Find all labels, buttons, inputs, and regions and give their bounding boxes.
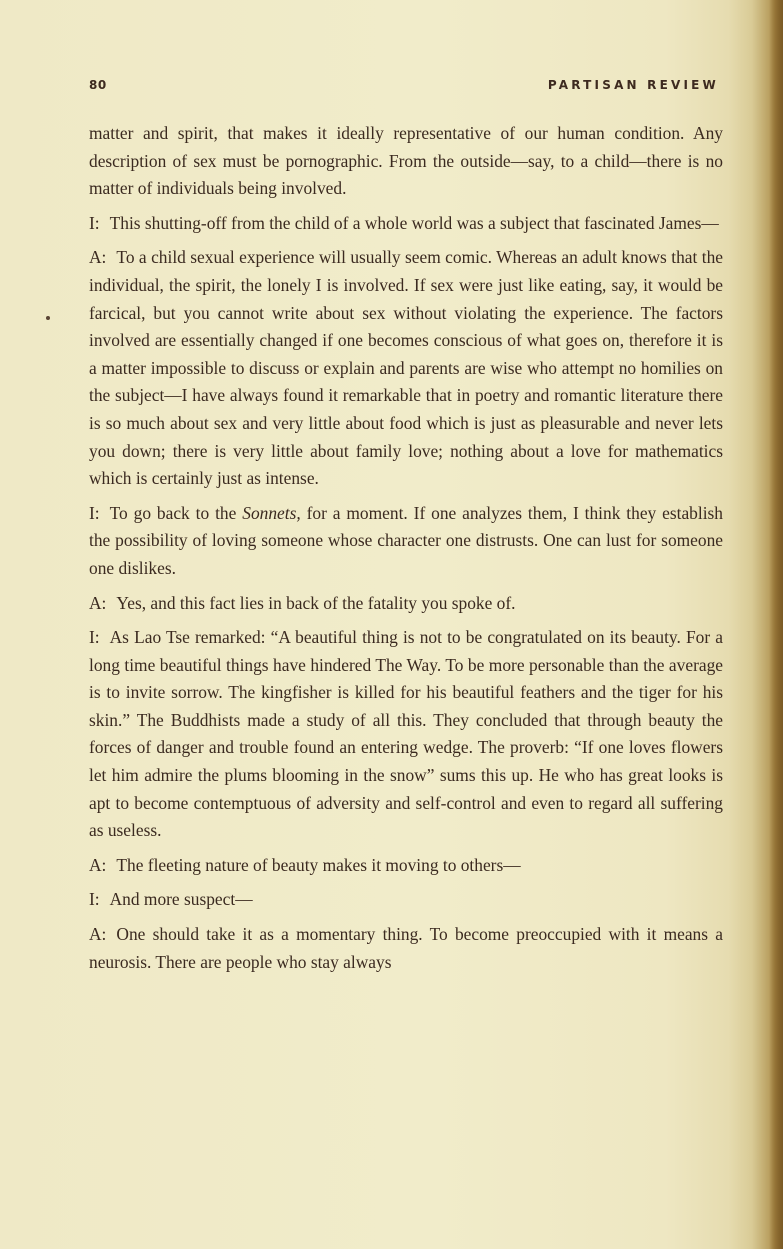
paragraph [89, 500, 723, 583]
speaker-label: I: [89, 889, 100, 910]
body-text [89, 120, 723, 983]
page-number: 80 [89, 78, 107, 92]
speaker-label: A: [89, 854, 107, 875]
paragraph [89, 852, 723, 880]
paragraph-text: And more suspect— [109, 889, 253, 910]
paragraph [89, 624, 723, 845]
paragraph-text: One should take it as a momentary thing. To become preoccupied with it means a neurosis. There are people who stay always [89, 924, 723, 972]
running-head: PARTISAN REVIEW [547, 78, 719, 92]
paragraph-text: matter and spirit, that makes it ideally representative of our human condition. Any description of sex must be pornographic. From the outside—say, to a child—there is no matter of individuals being involved. [89, 123, 723, 199]
speaker-label: A: [89, 924, 107, 945]
paragraph [89, 921, 723, 976]
paragraph-text: To go back to the [109, 502, 243, 523]
paragraph-text: for a moment. If one analyzes them, I think they establish the possibility of loving someone whose character one distrusts. One can lust for someone one dislikes. [89, 502, 723, 578]
paragraph-text: Yes, and this fact lies in back of the fatality you spoke of. [116, 592, 516, 613]
paragraph-text: The fleeting nature of beauty makes it moving to others— [116, 854, 521, 875]
speaker-label: I: [89, 212, 100, 233]
page-spine-shadow [769, 0, 783, 1249]
paragraph-text: This shutting-off from the child of a whole world was a subject that fascinated James— [109, 212, 719, 233]
paragraph [89, 210, 723, 238]
paragraph [89, 120, 723, 203]
speaker-label: A: [89, 592, 107, 613]
speaker-label: I: [89, 502, 100, 523]
paragraph-text: As Lao Tse remarked: “A beautiful thing is not to be congratulated on its beauty. For a long time beautiful things have hindered The Way. To be more personable than the average is to invite sorrow. The kingfisher is killed for his beautiful feathers and the tiger for his skin.” The Buddhists made a study of all this. They concluded that through beauty the forces of danger and trouble found an entering wedge. The proverb: “If one loves flowers let him admire the plums blooming in the snow” sums this up. He who has great looks is apt to become contemptuous of adversity and self-control and even to regard all suffering as useless. [89, 627, 723, 841]
paragraph-text: To a child sexual experience will usually seem comic. Whereas an adult knows that the individual, the spirit, the lonely I is involved. If sex were just like eating, say, it would be farcical, but you cannot write about sex without violating the experience. The factors involved are essentially changed if one becomes conscious of what goes on, therefore it is a matter impossible to discuss or explain and parents are wise who attempt no homilies on the subject—I have always found it remarkable that in poetry and romantic literature there is so much about sex and very little about food which is just as pleasurable and never lets you down; there is very little about family love; nothing about a love for mathematics which is certainly just as intense. [89, 247, 723, 489]
paragraph [89, 590, 723, 618]
margin-mark [46, 316, 50, 320]
speaker-label: I: [89, 627, 100, 648]
paragraph [89, 886, 723, 914]
speaker-label: A: [89, 247, 107, 268]
paragraph [89, 244, 723, 492]
italic-title: Sonnets, [242, 502, 301, 523]
page-header [89, 78, 719, 98]
